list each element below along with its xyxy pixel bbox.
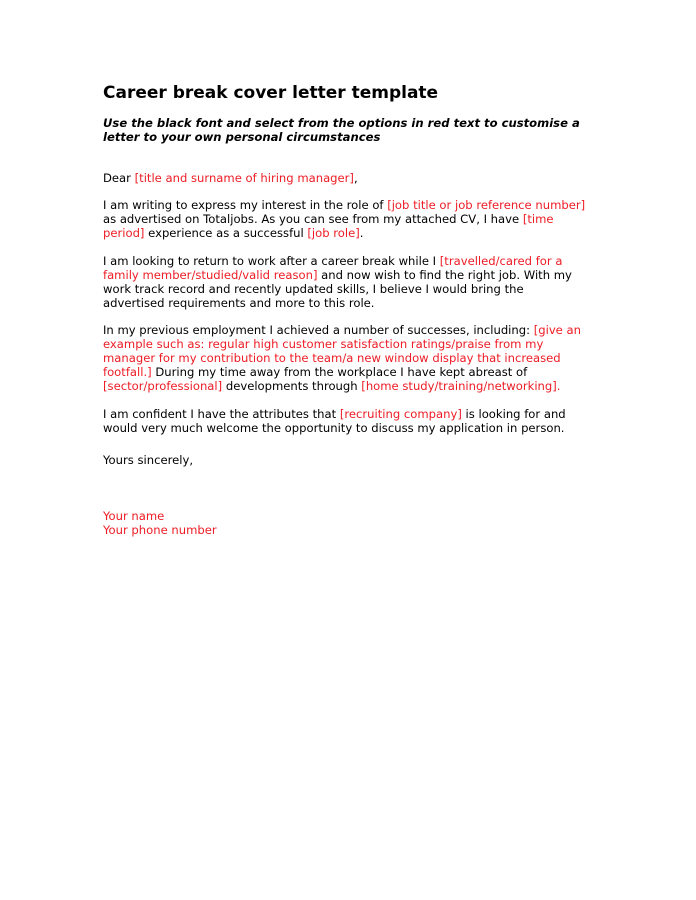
p2-text-2: and now wish to find the right job. With my work track record and recently updated skills, I believe I would bring the advertised requirements and more to this role. bbox=[103, 268, 572, 310]
paragraph-confidence bbox=[103, 407, 588, 435]
p3-text-2: During my time away from the workplace I have kept abreast of bbox=[151, 365, 528, 379]
p1-text-1: I am writing to express my interest in the role of bbox=[103, 198, 388, 212]
p3-text-1: In my previous employment I achieved a number of successes, including: bbox=[103, 323, 534, 337]
p3-placeholder-development: [home study/training/networking]. bbox=[361, 379, 561, 393]
p3-text-3: developments through bbox=[222, 379, 362, 393]
p1-text-2: as advertised on Totaljobs. As you can see from my attached CV, I have bbox=[103, 212, 523, 226]
paragraph-interest bbox=[103, 198, 588, 240]
paragraph-achievements bbox=[103, 323, 588, 393]
p4-placeholder-company: [recruiting company] bbox=[339, 407, 462, 421]
page-title: Career break cover letter template bbox=[103, 83, 439, 103]
salutation-suffix: , bbox=[353, 171, 358, 185]
signature-phone: Your phone number bbox=[103, 523, 217, 537]
paragraph-career-break bbox=[103, 254, 588, 310]
p2-placeholder-reason: [travelled/cared for a family member/studied/valid reason] bbox=[103, 254, 563, 282]
p1-text-4: . bbox=[359, 226, 364, 240]
salutation-placeholder: [title and surname of hiring manager] bbox=[134, 171, 354, 185]
p1-placeholder-job-title: [job title or job reference number] bbox=[387, 198, 586, 212]
salutation bbox=[103, 171, 588, 185]
salutation-prefix: Dear bbox=[103, 171, 135, 185]
p2-text-1: I am looking to return to work after a career break while I bbox=[103, 254, 440, 268]
p1-text-3: experience as a successful bbox=[144, 226, 308, 240]
p3-placeholder-example: [give an example such as: regular high customer satisfaction ratings/praise from my manager for my contribution to the team/a new window display that increased footfall.] bbox=[103, 323, 581, 379]
instructions-text: Use the black font and select from the options in red text to customise a letter to your own personal circumstances bbox=[103, 116, 580, 144]
p1-placeholder-time-period: [time period] bbox=[103, 212, 554, 240]
signature-name: Your name bbox=[103, 509, 165, 523]
p4-text-2: is looking for and would very much welcome the opportunity to discuss my application in person. bbox=[103, 407, 566, 435]
p3-placeholder-sector: [sector/professional] bbox=[103, 379, 223, 393]
closing: Yours sincerely, bbox=[103, 453, 194, 467]
p4-text-1: I am confident I have the attributes that bbox=[103, 407, 340, 421]
p1-placeholder-job-role: [job role] bbox=[307, 226, 360, 240]
